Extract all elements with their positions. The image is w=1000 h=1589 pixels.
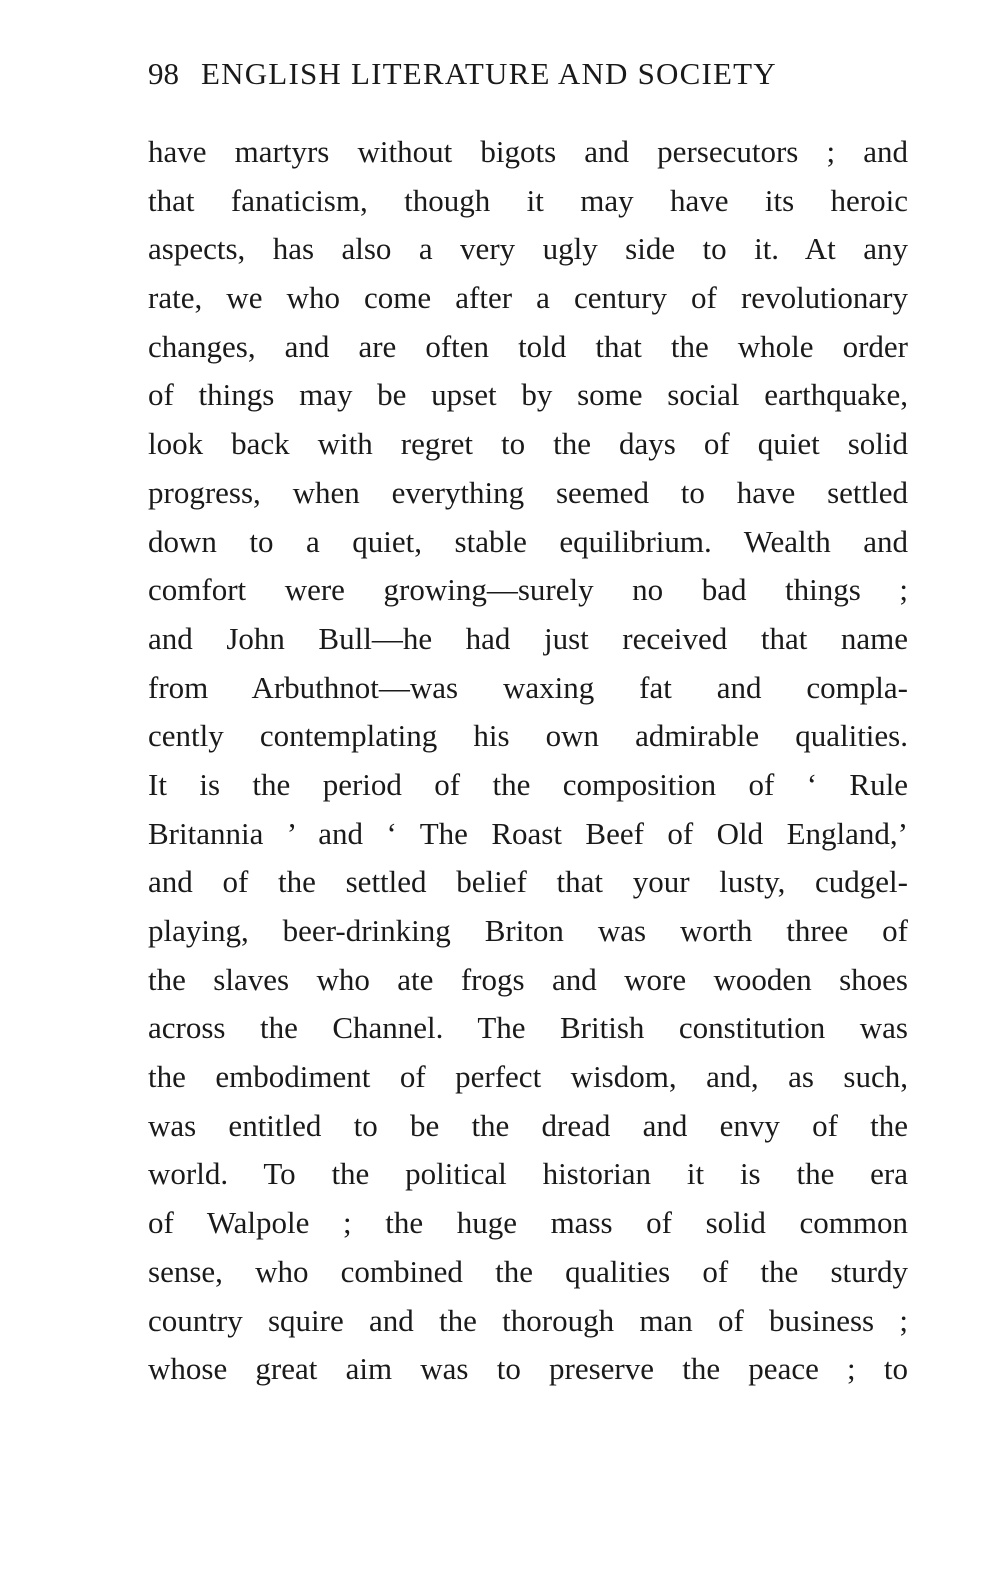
text-line: whose great aim was to preserve the peace ; to	[148, 1351, 908, 1387]
text-line: cently contemplating his own admirable qualities.	[148, 718, 908, 754]
text-line: across the Channel. The British constitution was	[148, 1010, 908, 1046]
text-line: of things may be upset by some social earthquake,	[148, 377, 908, 413]
running-title: ENGLISH LITERATURE AND SOCIETY	[201, 56, 777, 91]
text-line: that fanaticism, though it may have its heroic	[148, 182, 908, 218]
text-line: was entitled to be the dread and envy of the	[148, 1107, 908, 1143]
text-line: playing, beer-drinking Briton was worth three of	[148, 913, 908, 948]
body-text	[148, 128, 908, 1394]
text-line: of Walpole ; the huge mass of solid common	[148, 1205, 908, 1241]
text-line: country squire and the thorough man of business ;	[148, 1302, 908, 1338]
text-line: changes, and are often told that the whole order	[148, 328, 908, 364]
text-line: the embodiment of perfect wisdom, and, as such,	[148, 1059, 908, 1095]
text-line: down to a quiet, stable equilibrium. Wealth and	[148, 523, 908, 559]
text-line: have martyrs without bigots and persecutors ; and	[148, 134, 908, 169]
text-line: and of the settled belief that your lusty, cudgel-	[148, 864, 908, 900]
text-line: from Arbuthnot—was waxing fat and compla-	[148, 669, 908, 705]
text-line: comfort were growing—surely no bad things ;	[148, 572, 908, 608]
text-line: aspects, has also a very ugly side to it. At any	[148, 231, 908, 267]
page-number: 98	[148, 56, 179, 91]
text-line: It is the period of the composition of ‘ Rule	[148, 766, 908, 802]
text-line: sense, who combined the qualities of the sturdy	[148, 1253, 908, 1289]
text-line: look back with regret to the days of quiet solid	[148, 426, 908, 462]
text-line: the slaves who ate frogs and wore wooden shoes	[148, 961, 908, 997]
text-line: world. To the political historian it is the era	[148, 1156, 908, 1192]
running-head	[148, 56, 908, 106]
text-line: Britannia ’ and ‘ The Roast Beef of Old England,’	[148, 815, 908, 851]
text-line: progress, when everything seemed to have settled	[148, 474, 908, 510]
text-line: and John Bull—he had just received that name	[148, 620, 908, 656]
text-line: rate, we who come after a century of revolutionary	[148, 280, 908, 316]
